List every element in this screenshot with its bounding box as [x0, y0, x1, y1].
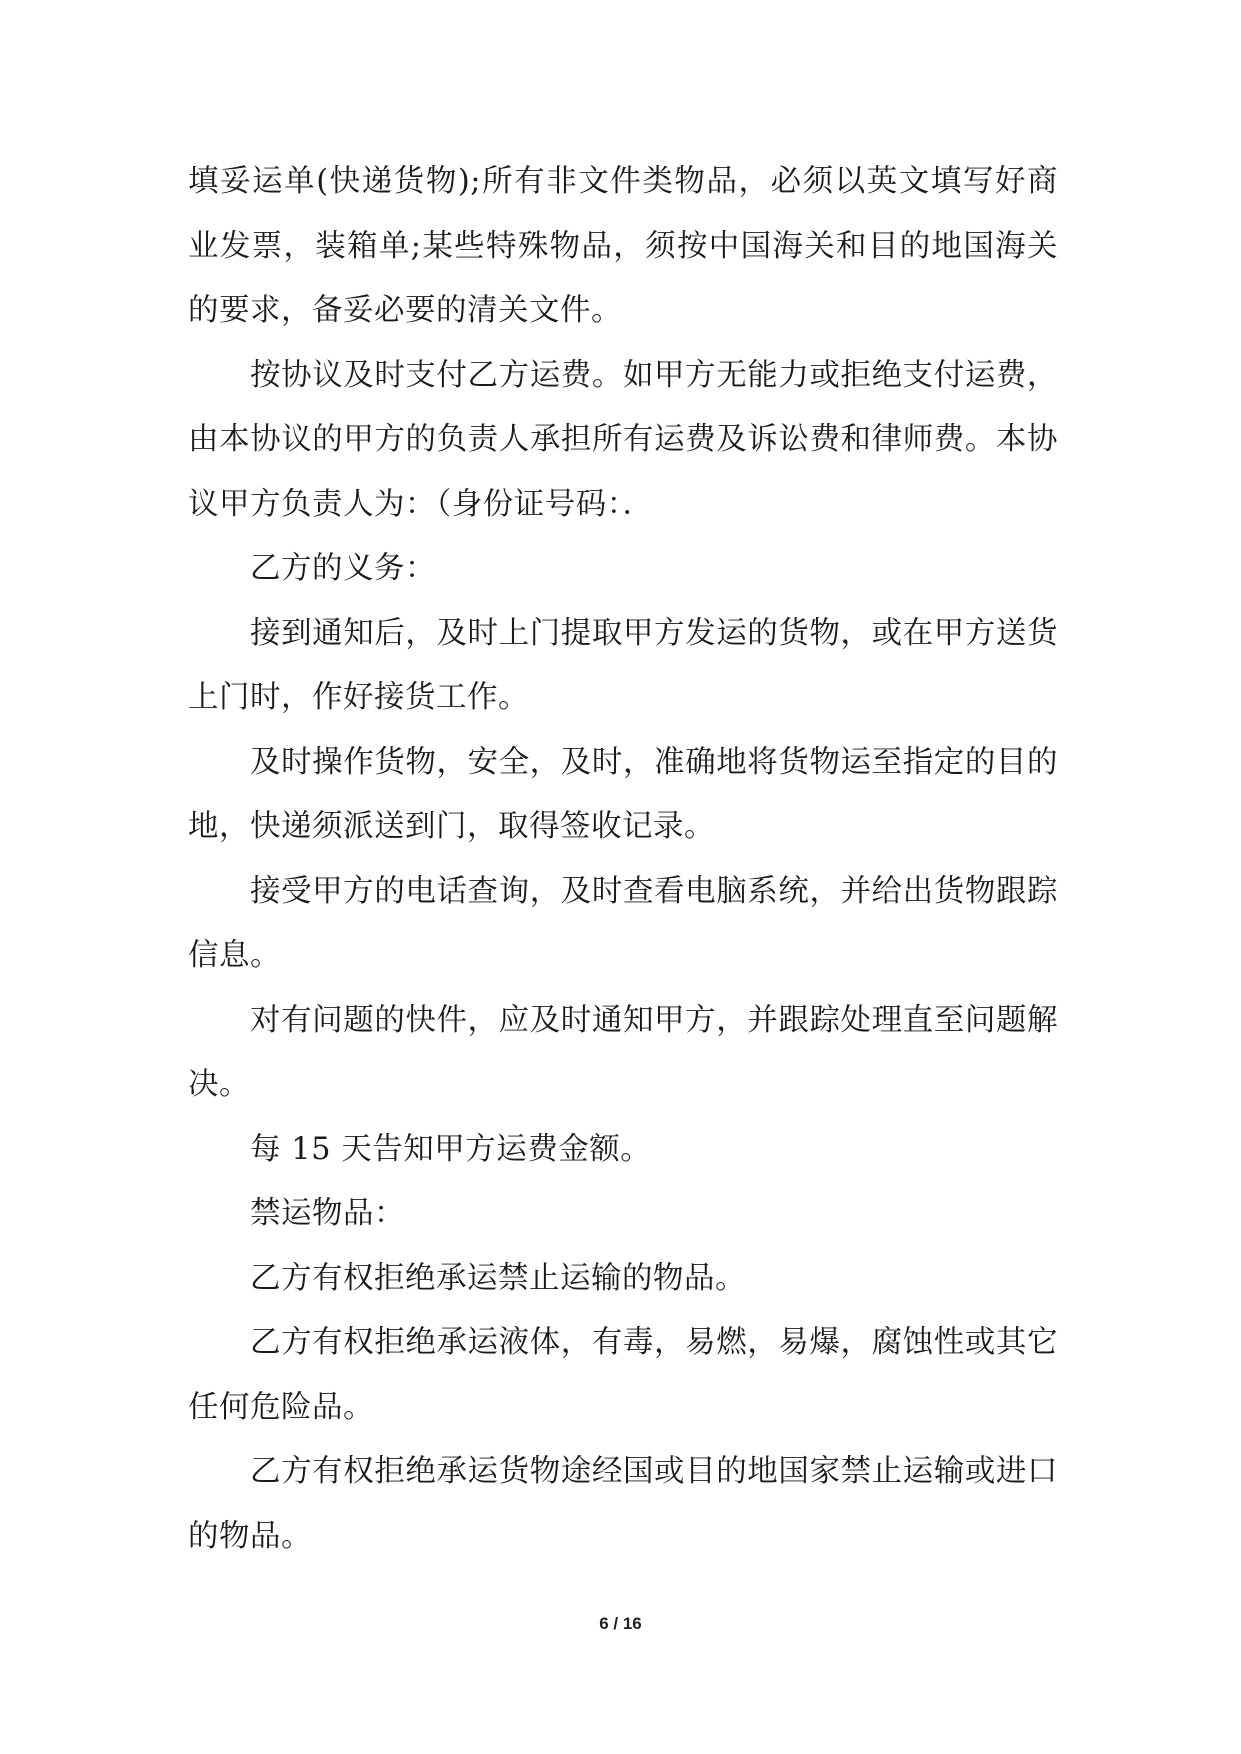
paragraph-delivery: 及时操作货物，安全，及时，准确地将货物运至指定的目的地，快递须派送到门，取得签收记录。 [188, 744, 1058, 844]
paragraph-dangerous-goods: 乙方有权拒绝承运液体，有毒，易燃，易爆，腐蚀性或其它任何危险品。 [188, 1325, 1058, 1425]
paragraph-waybill-requirements: 填妥运单(快递货物);所有非文件类物品，必须以英文填写好商业发票，装箱单;某些特殊物品，须按中国海关和目的地国海关的要求，备妥必要的清关文件。 [188, 164, 1058, 328]
paragraph-prohibited-goods: 乙方有权拒绝承运禁止运输的物品。 [250, 1260, 746, 1296]
page-number: 6 / 16 [599, 1614, 642, 1633]
paragraph-import-restrictions: 乙方有权拒绝承运货物途经国或目的地国家禁止运输或进口的物品。 [188, 1454, 1058, 1554]
section-heading-prohibited-items: 禁运物品： [250, 1196, 405, 1231]
paragraph-pickup: 接到通知后，及时上门提取甲方发运的货物，或在甲方送货上门时，作好接货工作。 [188, 615, 1058, 715]
document-body [188, 150, 1058, 1569]
paragraph-billing-notice: 每 15 天告知甲方运费金额。 [250, 1131, 652, 1167]
paragraph-payment-obligation: 按协议及时支付乙方运费。如甲方无能力或拒绝支付运费，由本协议的甲方的负责人承担所有运费及诉讼费和律师费。本协议甲方负责人为：（身份证号码：． [188, 357, 1058, 522]
section-heading-party-b-obligations: 乙方的义务： [250, 551, 436, 586]
paragraph-problem-shipments: 对有问题的快件，应及时通知甲方，并跟踪处理直至问题解决。 [188, 1002, 1058, 1102]
paragraph-tracking: 接受甲方的电话查询，及时查看电脑系统，并给出货物跟踪信息。 [188, 873, 1058, 973]
